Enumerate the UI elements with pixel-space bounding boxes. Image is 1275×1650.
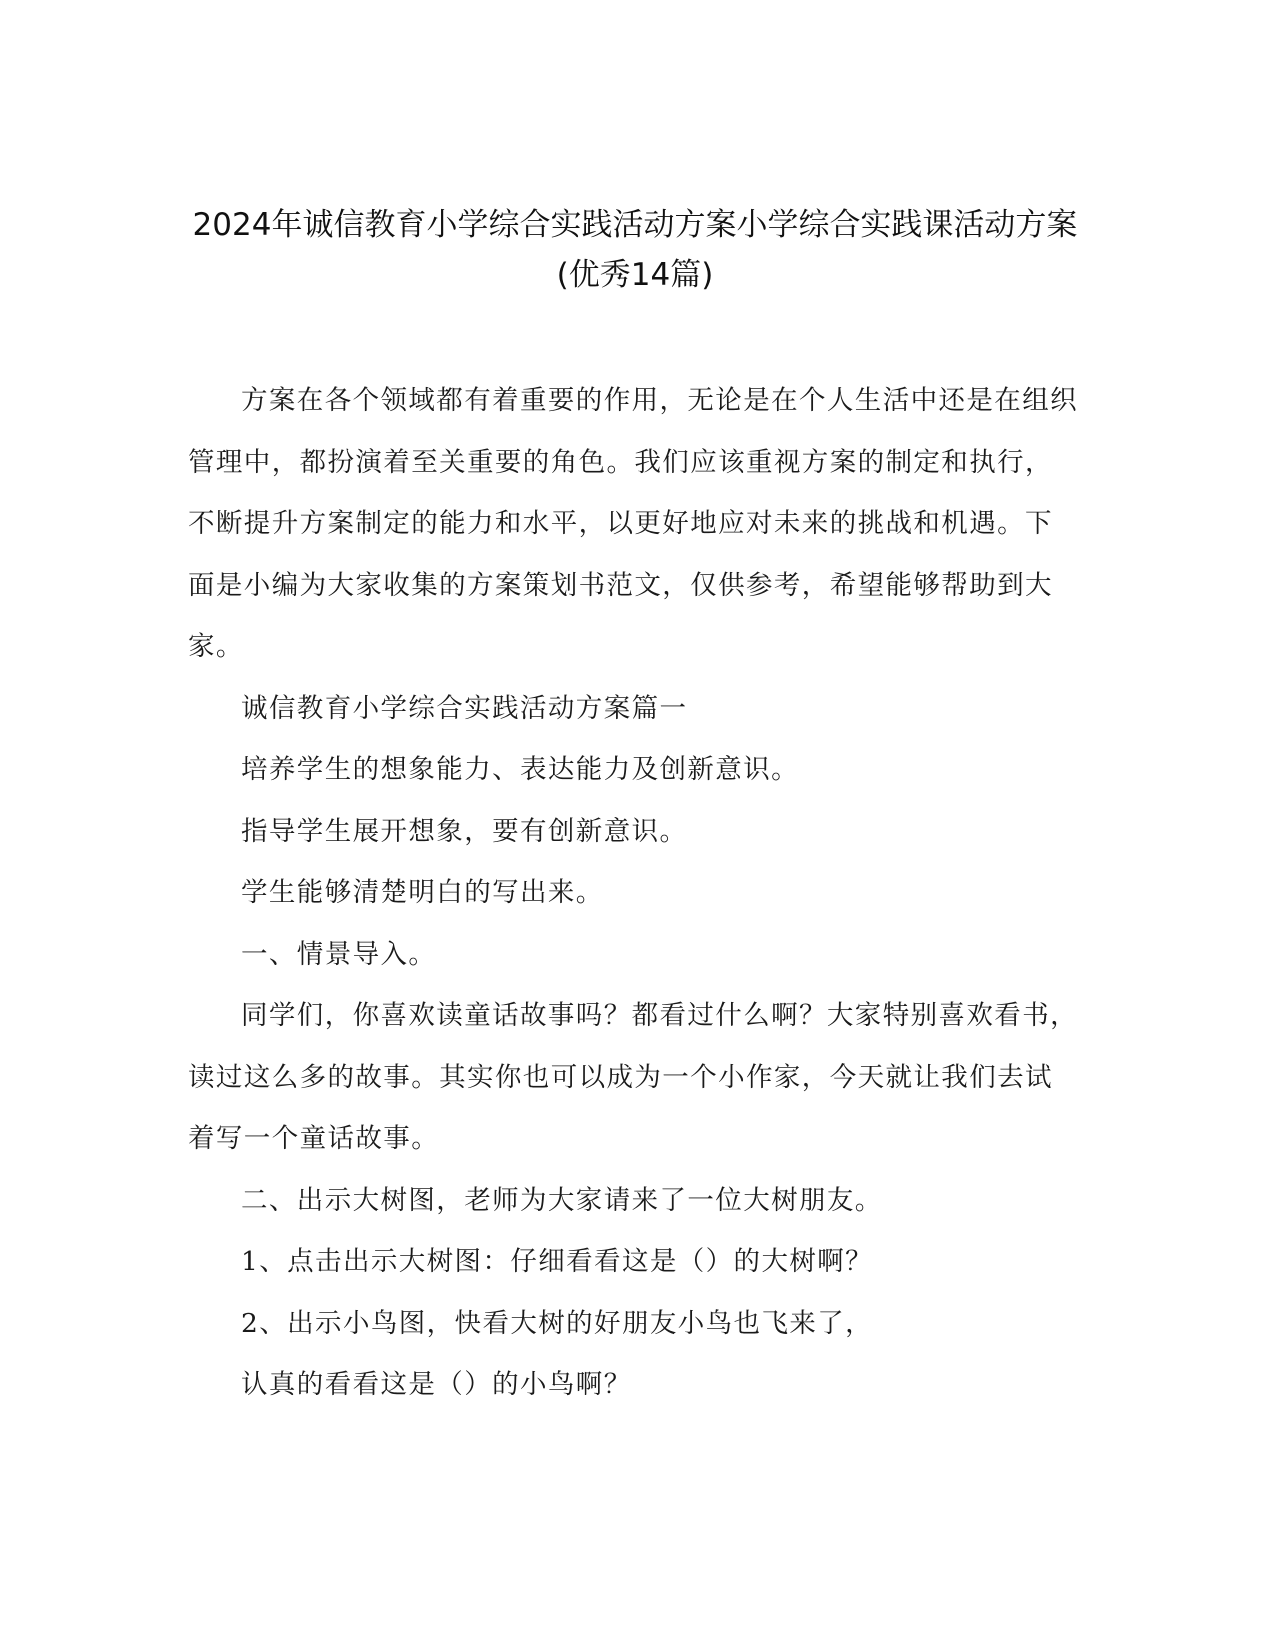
document-body (188, 370, 1078, 1416)
paragraph: 认真的看看这是（）的小鸟啊？ (241, 1369, 632, 1400)
list-item: 1、点击出示大树图：仔细看看这是（）的大树啊？ (241, 1246, 874, 1277)
paragraph: 学生能够清楚明白的写出来。 (241, 877, 604, 908)
step-heading: 一、情景导入。 (241, 938, 437, 970)
section-heading: 诚信教育小学综合实践活动方案篇一 (241, 692, 688, 724)
step-heading: 二、出示大树图，老师为大家请来了一位大树朋友。 (241, 1184, 883, 1216)
document-title: 2024年诚信教育小学综合实践活动方案小学综合实践课活动方案(优秀14篇) (192, 207, 1078, 293)
paragraph: 指导学生展开想象，要有创新意识。 (241, 815, 688, 847)
paragraph-intro: 方案在各个领域都有着重要的作用，无论是在个人生活中还是在组织管理中，都扮演着至关重要的角色。我们应该重视方案的制定和执行，不断提升方案制定的能力和水平，以更好地应对未来的挑战和机遇。下面是小编为大家收集的方案策划书范文，仅供参考，希望能够帮助到大家。 (188, 385, 1078, 662)
paragraph: 培养学生的想象能力、表达能力及创新意识。 (241, 754, 799, 785)
paragraph: 同学们，你喜欢读童话故事吗？都看过什么啊？大家特别喜欢看书，读过这么多的故事。其实你也可以成为一个小作家，今天就让我们去试着写一个童话故事。 (188, 1000, 1078, 1154)
list-item: 2、出示小鸟图，快看大树的好朋友小鸟也飞来了， (241, 1307, 874, 1339)
